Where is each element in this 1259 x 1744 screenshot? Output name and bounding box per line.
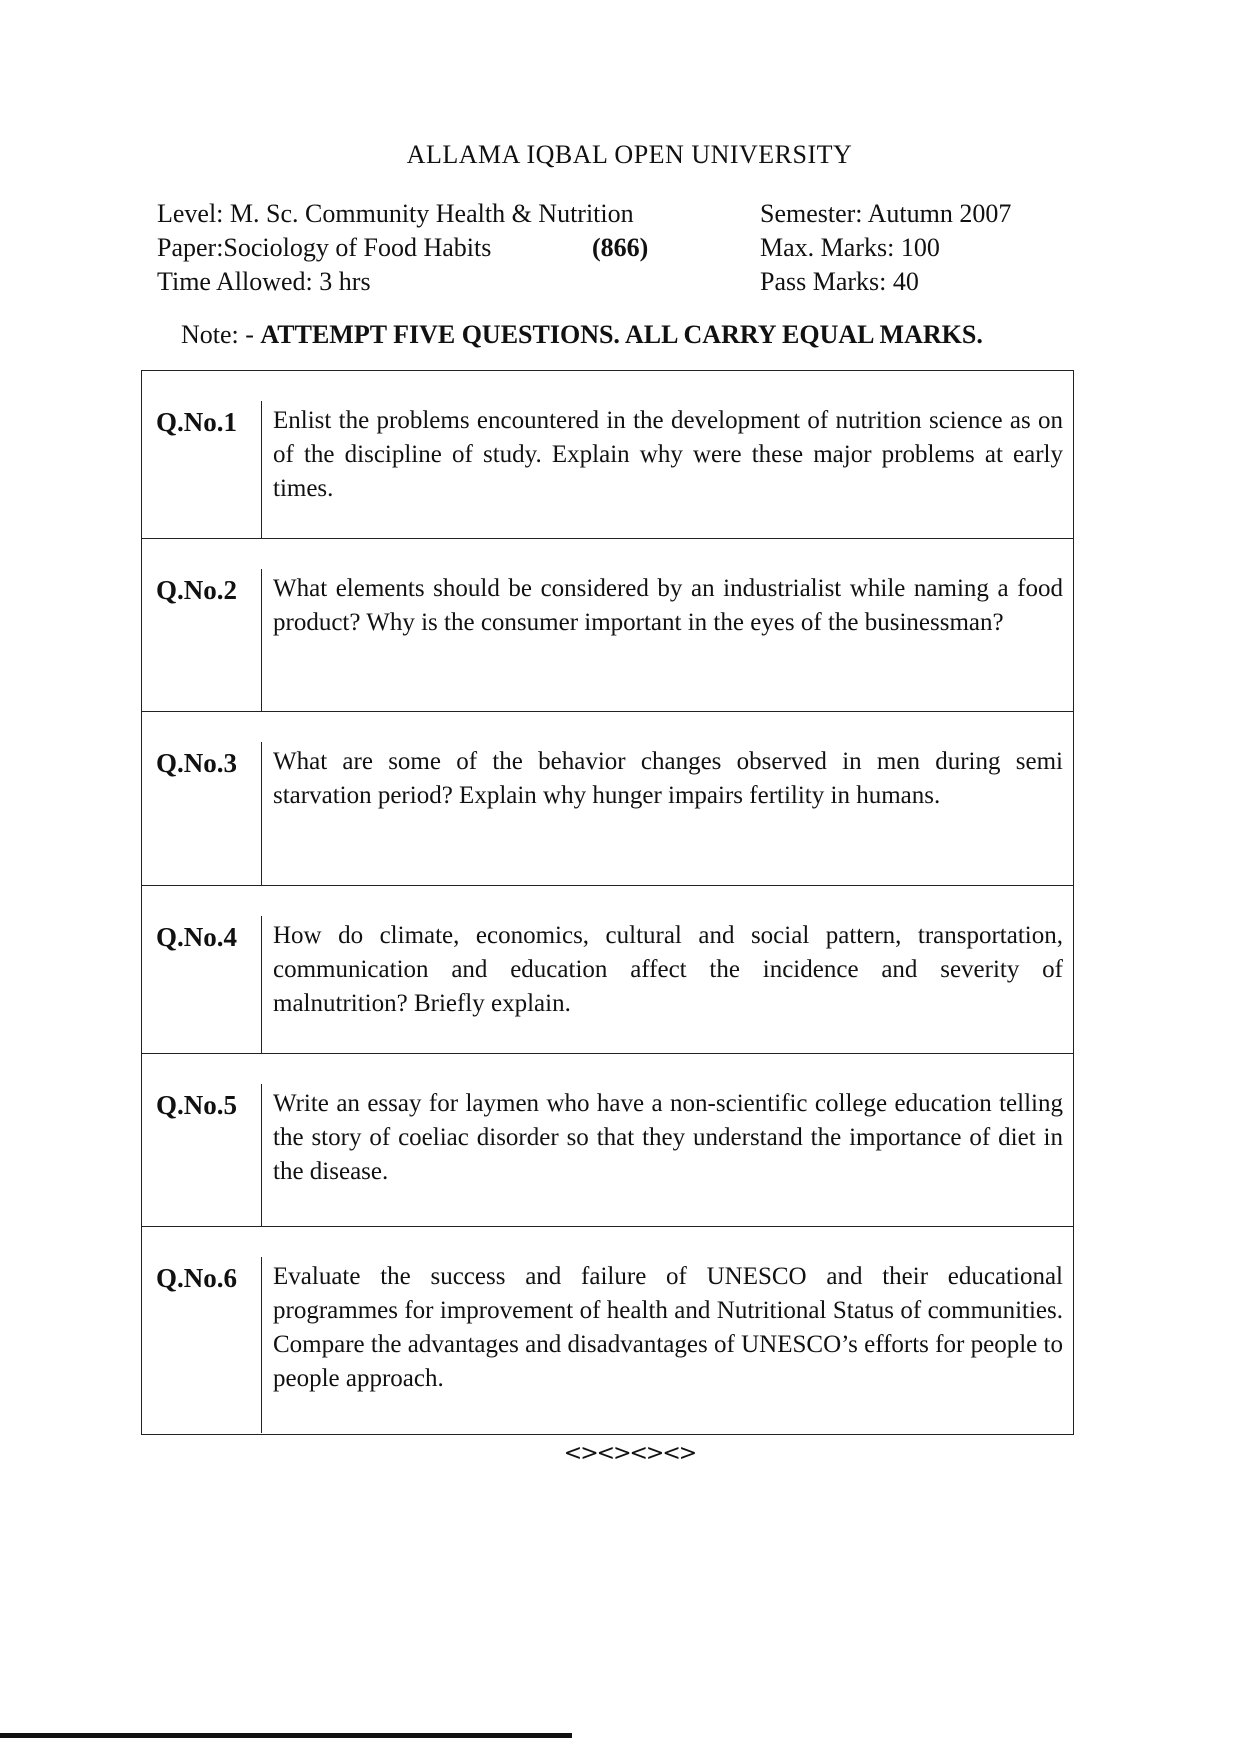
time-allowed: Time Allowed: 3 hrs — [157, 267, 371, 296]
column-divider — [261, 742, 262, 885]
question-text: What are some of the behavior changes observed in men during semi starvation period? Explain why hunger impairs fertility in humans. — [273, 748, 1063, 809]
column-divider — [261, 1257, 262, 1433]
note-text: ATTEMPT FIVE QUESTIONS. ALL CARRY EQUAL MARKS. — [260, 320, 983, 349]
paper-code: (866) — [592, 233, 649, 262]
question-number: Q.No.3 — [156, 748, 237, 778]
question-row — [142, 371, 1073, 538]
question-row — [142, 885, 1073, 1053]
question-row — [142, 1226, 1073, 1433]
question-text: Write an essay for laymen who have a non-scientific college education telling the story of coeliac disorder so that they understand the importance of diet in the disease. — [273, 1090, 1063, 1185]
paper-name: Paper:Sociology of Food Habits — [157, 233, 492, 262]
question-text: Enlist the problems encountered in the development of nutrition science as on of the discipline of study. Explain why were these major problems at early times. — [273, 407, 1063, 502]
column-divider — [261, 401, 262, 538]
question-number: Q.No.2 — [156, 575, 237, 605]
question-row — [142, 711, 1073, 885]
paper-line — [157, 231, 649, 265]
question-row — [142, 1053, 1073, 1226]
question-number: Q.No.5 — [156, 1090, 237, 1120]
column-divider — [261, 1084, 262, 1226]
question-text: Evaluate the success and failure of UNESCO and their educational programmes for improvement of health and Nutritional Status of communities. Compare the advantages and disadvantages of UNESCO’s efforts for people to people approach. — [273, 1263, 1063, 1392]
question-number: Q.No.4 — [156, 922, 237, 952]
questions-table — [141, 370, 1074, 1435]
university-title: ALLAMA IQBAL OPEN UNIVERSITY — [406, 140, 853, 169]
exam-info-left — [157, 197, 649, 299]
end-divider: <><><><> — [563, 1441, 696, 1466]
level-line: Level: M. Sc. Community Health & Nutrition — [157, 199, 634, 228]
column-divider — [261, 569, 262, 711]
exam-info-right — [760, 197, 1011, 299]
scan-edge-bar — [0, 1733, 572, 1738]
note-prefix: Note: - — [181, 320, 261, 349]
question-row — [142, 538, 1073, 711]
question-text: How do climate, economics, cultural and social pattern, transportation, communication and education affect the incidence and severity of malnutrition? Briefly explain. — [273, 922, 1063, 1017]
question-text: What elements should be considered by an industrialist while naming a food product? Why is the consumer important in the eyes of the businessman? — [273, 575, 1063, 636]
pass-marks: Pass Marks: 40 — [760, 267, 919, 296]
question-number: Q.No.1 — [156, 407, 237, 437]
semester: Semester: Autumn 2007 — [760, 199, 1012, 228]
instructions-note — [181, 320, 983, 350]
question-number: Q.No.6 — [156, 1263, 237, 1293]
column-divider — [261, 916, 262, 1053]
max-marks: Max. Marks: 100 — [760, 233, 940, 262]
